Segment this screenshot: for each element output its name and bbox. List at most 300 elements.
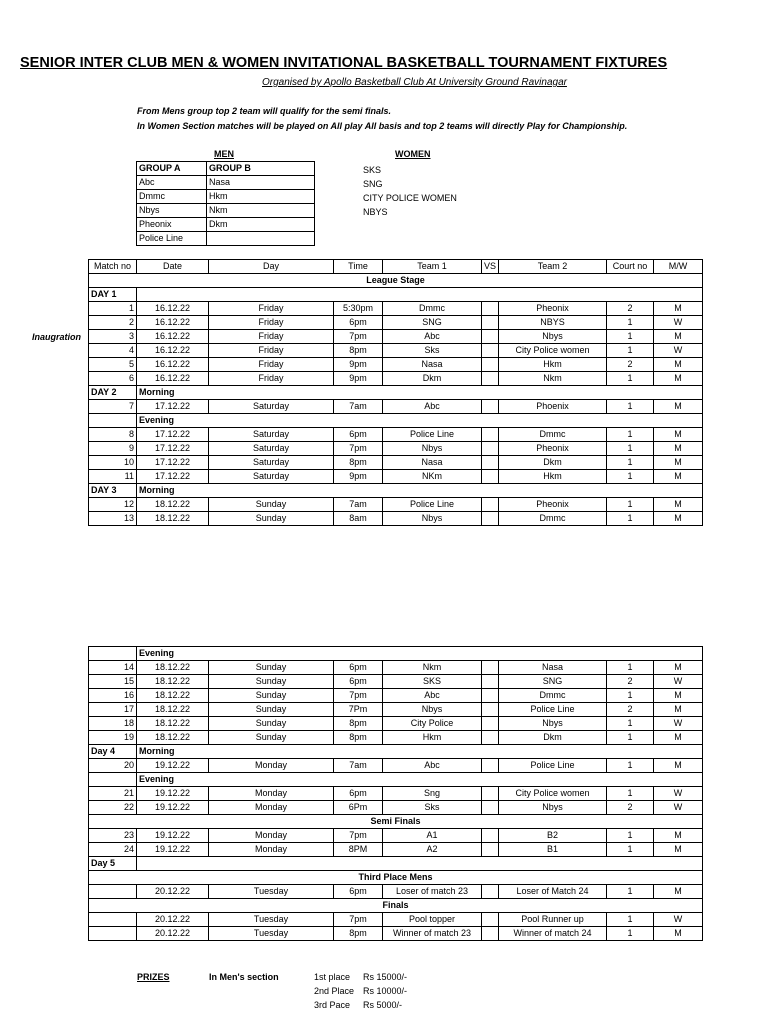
cell-court-no: 1 [607, 428, 654, 442]
cell-date: 17.12.22 [137, 470, 209, 484]
cell-mw: M [654, 400, 703, 414]
cell-day: Sunday [209, 661, 334, 675]
cell-vs [482, 717, 499, 731]
cell-day: Sunday [209, 717, 334, 731]
cell-mw: M [654, 372, 703, 386]
cell-court-no: 2 [607, 358, 654, 372]
cell-team2: Winner of match 24 [499, 927, 607, 941]
cell-time: 8pm [334, 344, 383, 358]
cell-team2: Phoenix [499, 400, 607, 414]
cell-court-no: 1 [607, 661, 654, 675]
cell-team2: SNG [499, 675, 607, 689]
session-row [89, 773, 703, 787]
cell-match-no [89, 885, 137, 899]
match-row [89, 512, 703, 526]
cell-time: 7am [334, 498, 383, 512]
fixtures-table-2 [88, 646, 703, 941]
cell-court-no: 1 [607, 913, 654, 927]
cell-match-no: 11 [89, 470, 137, 484]
session-label: Morning [137, 386, 703, 400]
cell-time: 8pm [334, 731, 383, 745]
cell-vs [482, 358, 499, 372]
cell-vs [482, 703, 499, 717]
stage-label: Third Place Mens [89, 871, 703, 885]
stage-row [89, 871, 703, 885]
cell-time: 9pm [334, 372, 383, 386]
cell-team1: Police Line [383, 498, 482, 512]
cell-mw: M [654, 885, 703, 899]
cell-vs [482, 344, 499, 358]
match-row [89, 302, 703, 316]
session-row [89, 647, 703, 661]
note-qualification: From Mens group top 2 team will qualify for the semi finals. [137, 106, 392, 116]
match-row [89, 843, 703, 857]
cell-time: 8pm [334, 456, 383, 470]
cell-match-no: 19 [89, 731, 137, 745]
cell-date: 19.12.22 [137, 843, 209, 857]
cell-match-no: 6 [89, 372, 137, 386]
cell-time: 7am [334, 759, 383, 773]
cell-match-no: 10 [89, 456, 137, 470]
cell-court-no: 1 [607, 330, 654, 344]
group-row [137, 218, 315, 232]
groups-header-row [137, 162, 315, 176]
cell-mw: M [654, 358, 703, 372]
cell-team2: Nbys [499, 717, 607, 731]
cell-court-no: 1 [607, 498, 654, 512]
cell-time: 7pm [334, 442, 383, 456]
cell-date: 19.12.22 [137, 801, 209, 815]
stage-row [89, 815, 703, 829]
cell-team2: Pheonix [499, 442, 607, 456]
cell-match-no: 17 [89, 703, 137, 717]
cell-team2: Nbys [499, 801, 607, 815]
cell-date: 19.12.22 [137, 759, 209, 773]
cell-vs [482, 372, 499, 386]
cell-day: Monday [209, 801, 334, 815]
cell-mw: W [654, 675, 703, 689]
match-row [89, 344, 703, 358]
cell-vs [482, 330, 499, 344]
stage-row [89, 899, 703, 913]
cell-team1: Dmmc [383, 302, 482, 316]
cell-date: 16.12.22 [137, 344, 209, 358]
cell-match-no [89, 913, 137, 927]
cell-vs [482, 675, 499, 689]
session-label: Evening [137, 414, 703, 428]
cell-team2: Dmmc [499, 428, 607, 442]
cell-team2: Nbys [499, 330, 607, 344]
cell-team1: Sks [383, 801, 482, 815]
match-row [89, 913, 703, 927]
cell-date: 18.12.22 [137, 731, 209, 745]
cell-date: 20.12.22 [137, 927, 209, 941]
session-row [89, 857, 703, 871]
cell-date: 16.12.22 [137, 330, 209, 344]
cell-time: 6pm [334, 316, 383, 330]
cell-time: 7pm [334, 913, 383, 927]
cell-mw: W [654, 344, 703, 358]
session-label: Morning [137, 484, 703, 498]
cell-court-no: 1 [607, 689, 654, 703]
cell-date: 18.12.22 [137, 512, 209, 526]
cell-team1: Nasa [383, 358, 482, 372]
cell-vs [482, 302, 499, 316]
match-row [89, 400, 703, 414]
cell-date: 19.12.22 [137, 829, 209, 843]
cell-mw: M [654, 330, 703, 344]
match-row [89, 885, 703, 899]
match-row [89, 927, 703, 941]
prize-place: 2nd Place [314, 986, 355, 996]
cell-team1: SKS [383, 675, 482, 689]
cell-match-no: 13 [89, 512, 137, 526]
women-teams-list [363, 163, 457, 219]
cell-vs [482, 498, 499, 512]
cell-vs [482, 316, 499, 330]
cell-match-no: 16 [89, 689, 137, 703]
column-header-team1: Team 1 [383, 260, 482, 274]
cell-court-no: 1 [607, 456, 654, 470]
cell-vs [482, 927, 499, 941]
day-label [89, 414, 137, 428]
cell-match-no: 24 [89, 843, 137, 857]
cell-mw: M [654, 470, 703, 484]
group-a-team: Abc [137, 176, 207, 190]
group-a-team: Dmmc [137, 190, 207, 204]
cell-date: 18.12.22 [137, 703, 209, 717]
cell-team2: Pheonix [499, 498, 607, 512]
cell-date: 18.12.22 [137, 661, 209, 675]
cell-vs [482, 787, 499, 801]
cell-team2: Pheonix [499, 302, 607, 316]
cell-time: 9pm [334, 470, 383, 484]
women-team: SNG [363, 179, 383, 189]
column-header-vs: VS [482, 260, 499, 274]
session-label: Evening [137, 647, 703, 661]
cell-team1: Nbys [383, 442, 482, 456]
group-b-team: Nasa [207, 176, 315, 190]
cell-court-no: 1 [607, 885, 654, 899]
match-row [89, 372, 703, 386]
cell-time: 6Pm [334, 801, 383, 815]
cell-mw: M [654, 498, 703, 512]
cell-team1: A2 [383, 843, 482, 857]
cell-court-no: 1 [607, 372, 654, 386]
cell-mw: M [654, 428, 703, 442]
cell-court-no: 2 [607, 703, 654, 717]
prize-amount: Rs 10000/- [363, 986, 408, 996]
cell-mw: W [654, 913, 703, 927]
day-label [89, 647, 137, 661]
note-women-format: In Women Section matches will be played on All play All basis and top 2 teams will directly Play for Championship. [137, 121, 628, 131]
match-row [89, 661, 703, 675]
page-subtitle: Organised by Apollo Basketball Club At University Ground Ravinagar [262, 77, 567, 88]
cell-team1: Sng [383, 787, 482, 801]
cell-vs [482, 731, 499, 745]
cell-team1: Pool topper [383, 913, 482, 927]
column-header-time: Time [334, 260, 383, 274]
cell-team2: B1 [499, 843, 607, 857]
cell-team1: Winner of match 23 [383, 927, 482, 941]
cell-team1: Abc [383, 689, 482, 703]
cell-time: 6pm [334, 428, 383, 442]
cell-match-no: 5 [89, 358, 137, 372]
cell-team1: NKm [383, 470, 482, 484]
cell-team2: Dmmc [499, 512, 607, 526]
cell-vs [482, 885, 499, 899]
session-label: Evening [137, 773, 703, 787]
cell-date: 16.12.22 [137, 302, 209, 316]
stage-label: Semi Finals [89, 815, 703, 829]
cell-match-no: 22 [89, 801, 137, 815]
cell-mw: M [654, 843, 703, 857]
cell-match-no: 9 [89, 442, 137, 456]
cell-team2: City Police women [499, 344, 607, 358]
cell-court-no: 1 [607, 731, 654, 745]
cell-time: 8PM [334, 843, 383, 857]
cell-match-no: 15 [89, 675, 137, 689]
cell-day: Sunday [209, 498, 334, 512]
cell-date: 16.12.22 [137, 358, 209, 372]
cell-team1: SNG [383, 316, 482, 330]
column-header-mw: M/W [654, 260, 703, 274]
cell-team2: Loser of Match 24 [499, 885, 607, 899]
women-team: NBYS [363, 207, 388, 217]
cell-match-no: 23 [89, 829, 137, 843]
cell-mw: M [654, 442, 703, 456]
cell-team2: Police Line [499, 759, 607, 773]
cell-team2: Hkm [499, 470, 607, 484]
cell-date: 17.12.22 [137, 428, 209, 442]
session-row [89, 414, 703, 428]
cell-vs [482, 843, 499, 857]
cell-court-no: 1 [607, 512, 654, 526]
women-heading: WOMEN [395, 149, 431, 159]
cell-date: 18.12.22 [137, 675, 209, 689]
cell-court-no: 2 [607, 675, 654, 689]
cell-mw: W [654, 717, 703, 731]
cell-court-no: 1 [607, 829, 654, 843]
cell-vs [482, 759, 499, 773]
cell-time: 8pm [334, 717, 383, 731]
cell-court-no: 1 [607, 759, 654, 773]
cell-court-no: 1 [607, 470, 654, 484]
group-a-header: GROUP A [137, 162, 207, 176]
cell-mw: M [654, 829, 703, 843]
prizes-section: In Men's section [209, 972, 279, 982]
column-header-team2: Team 2 [499, 260, 607, 274]
cell-court-no: 1 [607, 717, 654, 731]
session-row [89, 386, 703, 400]
group-row [137, 204, 315, 218]
cell-vs [482, 456, 499, 470]
cell-court-no: 2 [607, 801, 654, 815]
cell-court-no: 1 [607, 344, 654, 358]
match-row [89, 829, 703, 843]
cell-court-no: 1 [607, 442, 654, 456]
cell-day: Friday [209, 316, 334, 330]
cell-time: 6pm [334, 787, 383, 801]
cell-mw: M [654, 512, 703, 526]
cell-court-no: 1 [607, 400, 654, 414]
group-a-team: Pheonix [137, 218, 207, 232]
men-heading: MEN [214, 149, 234, 159]
match-row [89, 731, 703, 745]
cell-time: 7pm [334, 829, 383, 843]
session-row [89, 288, 703, 302]
cell-day: Saturday [209, 400, 334, 414]
cell-day: Monday [209, 759, 334, 773]
cell-vs [482, 661, 499, 675]
column-header-court-no: Court no [607, 260, 654, 274]
cell-mw: M [654, 661, 703, 675]
cell-team2: Pool Runner up [499, 913, 607, 927]
cell-date: 18.12.22 [137, 717, 209, 731]
cell-date: 20.12.22 [137, 913, 209, 927]
cell-mw: M [654, 731, 703, 745]
day-label: DAY 2 [89, 386, 137, 400]
cell-time: 6pm [334, 675, 383, 689]
cell-team2: Dkm [499, 456, 607, 470]
cell-team1: Nbys [383, 512, 482, 526]
session-label: Morning [137, 745, 703, 759]
cell-mw: M [654, 689, 703, 703]
cell-team1: City Police [383, 717, 482, 731]
cell-time: 7pm [334, 330, 383, 344]
fixtures-table-1 [88, 259, 703, 526]
cell-day: Friday [209, 372, 334, 386]
cell-team1: Police Line [383, 428, 482, 442]
cell-day: Tuesday [209, 927, 334, 941]
cell-team1: Abc [383, 400, 482, 414]
stage-label: League Stage [89, 274, 703, 288]
cell-time: 8pm [334, 927, 383, 941]
cell-vs [482, 829, 499, 843]
match-row [89, 470, 703, 484]
match-row [89, 330, 703, 344]
cell-team2: NBYS [499, 316, 607, 330]
column-header-match-no: Match no [89, 260, 137, 274]
session-label [137, 288, 703, 302]
table-header-row [89, 260, 703, 274]
cell-team1: A1 [383, 829, 482, 843]
cell-day: Saturday [209, 470, 334, 484]
column-header-day: Day [209, 260, 334, 274]
cell-day: Friday [209, 344, 334, 358]
cell-vs [482, 428, 499, 442]
cell-team2: Police Line [499, 703, 607, 717]
cell-match-no: 18 [89, 717, 137, 731]
cell-team1: Sks [383, 344, 482, 358]
cell-mw: M [654, 703, 703, 717]
cell-day: Sunday [209, 512, 334, 526]
group-a-team: Nbys [137, 204, 207, 218]
cell-team1: Hkm [383, 731, 482, 745]
cell-team2: Dmmc [499, 689, 607, 703]
cell-date: 17.12.22 [137, 400, 209, 414]
cell-team1: Abc [383, 330, 482, 344]
cell-day: Friday [209, 330, 334, 344]
cell-match-no: 8 [89, 428, 137, 442]
cell-team2: Dkm [499, 731, 607, 745]
cell-day: Tuesday [209, 913, 334, 927]
stage-label: Finals [89, 899, 703, 913]
cell-match-no: 14 [89, 661, 137, 675]
cell-match-no: 12 [89, 498, 137, 512]
cell-mw: M [654, 302, 703, 316]
prize-place: 1st place [314, 972, 351, 982]
cell-match-no: 21 [89, 787, 137, 801]
cell-court-no: 1 [607, 927, 654, 941]
cell-mw: M [654, 456, 703, 470]
cell-match-no: 7 [89, 400, 137, 414]
women-team: CITY POLICE WOMEN [363, 193, 457, 203]
cell-date: 18.12.22 [137, 498, 209, 512]
cell-vs [482, 470, 499, 484]
cell-mw: W [654, 787, 703, 801]
cell-vs [482, 442, 499, 456]
cell-vs [482, 689, 499, 703]
cell-mw: M [654, 759, 703, 773]
group-b-team [207, 232, 315, 246]
cell-date: 18.12.22 [137, 689, 209, 703]
cell-day: Monday [209, 843, 334, 857]
cell-vs [482, 512, 499, 526]
group-row [137, 232, 315, 246]
cell-time: 8am [334, 512, 383, 526]
cell-date: 17.12.22 [137, 456, 209, 470]
cell-team1: Nasa [383, 456, 482, 470]
inauguration-label: Inaugration [32, 332, 81, 342]
cell-match-no: 20 [89, 759, 137, 773]
cell-team2: City Police women [499, 787, 607, 801]
cell-time: 6pm [334, 885, 383, 899]
match-row [89, 498, 703, 512]
stage-row [89, 274, 703, 288]
group-a-team: Police Line [137, 232, 207, 246]
prize-amount: Rs 15000/- [363, 972, 408, 982]
match-row [89, 787, 703, 801]
cell-day: Sunday [209, 675, 334, 689]
cell-team1: Loser of match 23 [383, 885, 482, 899]
cell-date: 16.12.22 [137, 316, 209, 330]
match-row [89, 316, 703, 330]
cell-day: Tuesday [209, 885, 334, 899]
cell-match-no: 2 [89, 316, 137, 330]
match-row [89, 675, 703, 689]
group-b-team: Nkm [207, 204, 315, 218]
session-label [137, 857, 703, 871]
cell-mw: W [654, 801, 703, 815]
cell-time: 7Pm [334, 703, 383, 717]
cell-court-no: 1 [607, 843, 654, 857]
cell-day: Friday [209, 302, 334, 316]
cell-day: Saturday [209, 442, 334, 456]
cell-court-no: 1 [607, 787, 654, 801]
cell-match-no: 1 [89, 302, 137, 316]
day-label: DAY 3 [89, 484, 137, 498]
cell-day: Sunday [209, 703, 334, 717]
group-b-header: GROUP B [207, 162, 315, 176]
match-row [89, 358, 703, 372]
cell-vs [482, 801, 499, 815]
cell-team2: B2 [499, 829, 607, 843]
group-b-team: Hkm [207, 190, 315, 204]
cell-court-no: 1 [607, 316, 654, 330]
cell-team1: Dkm [383, 372, 482, 386]
cell-date: 19.12.22 [137, 787, 209, 801]
